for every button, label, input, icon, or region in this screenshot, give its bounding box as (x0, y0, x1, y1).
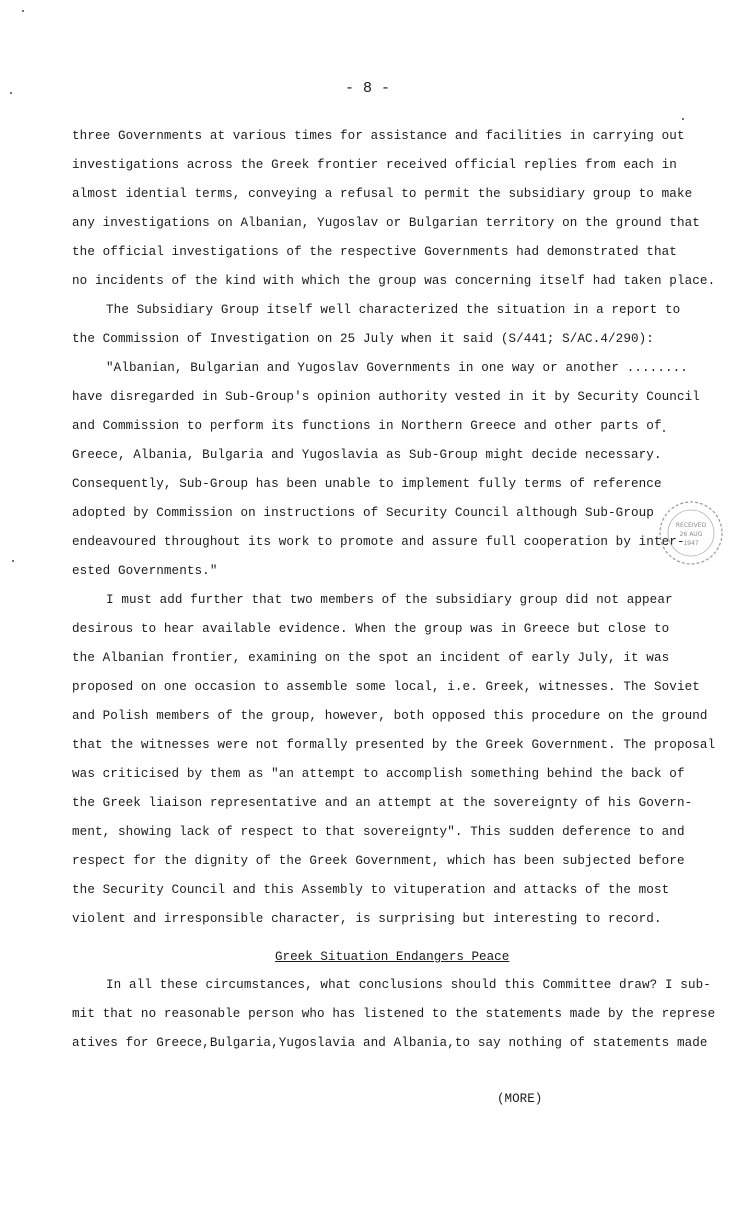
body-line: that the witnesses were not formally presented by the Greek Government. The proposal (72, 738, 716, 752)
quote-line: have disregarded in Sub-Group's opinion authority vested in it by Security Council (72, 390, 700, 404)
page-number: - 8 - (344, 80, 390, 97)
body-line: mit that no reasonable person who has listened to the statements made by the represe (72, 1007, 716, 1021)
received-stamp-icon (656, 498, 726, 568)
scan-speck (22, 10, 24, 12)
body-line: the Commission of Investigation on 25 July when it said (S/441; S/AC.4/290): (72, 332, 654, 346)
quote-line: adopted by Commission on instructions of Security Council although Sub-Group (72, 506, 654, 520)
scan-speck (10, 92, 12, 94)
quote-line: "Albanian, Bulgarian and Yugoslav Governments in one way or another ........ (106, 361, 688, 375)
more-continuation-marker: (MORE) (497, 1092, 543, 1106)
body-line: the official investigations of the respective Governments had demonstrated that (72, 245, 677, 259)
body-line: I must add further that two members of the subsidiary group did not appear (106, 593, 673, 607)
body-line: the Albanian frontier, examining on the spot an incident of early July, it was (72, 651, 670, 665)
body-line: almost idential terms, conveying a refusal to permit the subsidiary group to make (72, 187, 693, 201)
body-line: was criticised by them as "an attempt to accomplish something behind the back of (72, 767, 685, 781)
quote-line: and Commission to perform its functions in Northern Greece and other parts of (72, 419, 662, 433)
body-line: atives for Greece,Bulgaria,Yugoslavia and Albania,to say nothing of statements made (72, 1036, 708, 1050)
body-line: violent and irresponsible character, is surprising but interesting to record. (72, 912, 662, 926)
scan-speck (663, 430, 665, 432)
body-line: investigations across the Greek frontier received official replies from each in (72, 158, 677, 172)
body-line: the Greek liaison representative and an attempt at the sovereignty of his Govern- (72, 796, 693, 810)
quote-line: endeavoured throughout its work to promote and assure full cooperation by inter- (72, 535, 685, 549)
body-line: no incidents of the kind with which the group was concerning itself had taken place. (72, 274, 716, 288)
svg-text:26 AUG: 26 AUG (679, 531, 703, 538)
body-line: any investigations on Albanian, Yugoslav or Bulgarian territory on the ground that (72, 216, 700, 230)
body-line: The Subsidiary Group itself well characterized the situation in a report to (106, 303, 681, 317)
body-line: and Polish members of the group, however, both opposed this procedure on the ground (72, 709, 708, 723)
quote-line: Consequently, Sub-Group has been unable to implement fully terms of reference (72, 477, 662, 491)
svg-text:RECEIVED: RECEIVED (675, 522, 707, 529)
body-line: desirous to hear available evidence. When the group was in Greece but close to (72, 622, 670, 636)
quote-line: ested Governments." (72, 564, 218, 578)
body-line: the Security Council and this Assembly to vituperation and attacks of the most (72, 883, 670, 897)
body-line: proposed on one occasion to assemble some local, i.e. Greek, witnesses. The Soviet (72, 680, 700, 694)
svg-text:1947: 1947 (683, 540, 699, 547)
body-line: ment, showing lack of respect to that sovereignty". This sudden deference to and (72, 825, 685, 839)
scan-speck (12, 560, 14, 562)
body-line: In all these circumstances, what conclusions should this Committee draw? I sub- (106, 978, 711, 992)
body-line: respect for the dignity of the Greek Government, which has been subjected before (72, 854, 685, 868)
section-heading: Greek Situation Endangers Peace (275, 950, 510, 964)
quote-line: Greece, Albania, Bulgaria and Yugoslavia as Sub-Group might decide necessary. (72, 448, 662, 462)
body-line: three Governments at various times for assistance and facilities in carrying out (72, 129, 685, 143)
scan-speck (682, 118, 684, 120)
